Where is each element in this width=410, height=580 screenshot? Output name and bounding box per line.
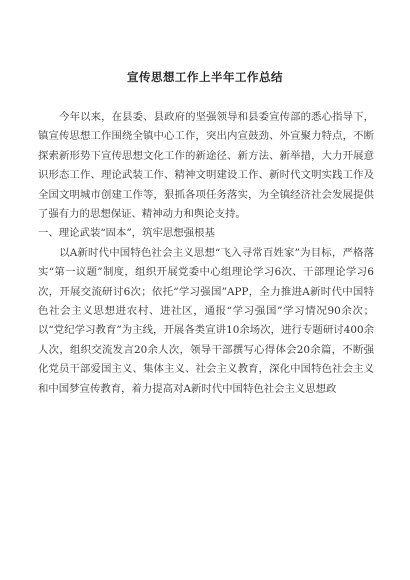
document-title: 宣传思想工作上半年工作总结 (127, 70, 283, 84)
document-body (38, 108, 374, 399)
section-heading-1 (38, 224, 374, 243)
paragraph-intro (38, 108, 374, 224)
paragraph-theory-text: 以A新时代中国特色社会主义思想“飞入寻常百姓家”为目标，严格落实“第一议题”制度，组织开展党委中心组理论学习6次、干部理论学习6次，开展交流研讨6次；依托“学习强国”APP，全力推进A新时代中国特色社会主义思想进农村、进社区，通报“学习强国”学习情况90余次；以“党纪学习教育”为主线，开展各类宣讲10余场次，进行专题研讨400余人次，组织交流发言20余人次，领导干部撰写心得体会20余篇，不断强化党员干部爱国主义、集体主义、社会主义教育，深化中国特色社会主义和中国梦宣传教育，着力提高对A新时代中国特色社会主义思想政 (38, 246, 374, 395)
paragraph-theory (38, 244, 374, 399)
paragraph-intro-text: 今年以来，在县委、县政府的坚强领导和县委宣传部的悉心指导下，镇宣传思想工作围绕全镇中心工作，突出内宣鼓劲、外宣聚力特点，不断探索新形势下宣传思想文化工作的新途径、新方法、新举措，大力开展意识形态工作、理论武装工作、精神文明建设工作、新时代文明实践工作及全国文明城市创建工作等，狠抓各项任务落实，为全镇经济社会发展提供了强有力的思想保证、精神动力和舆论支持。 (38, 111, 374, 221)
section-heading-1-text: 一、理论武装“固本”，筑牢思想强根基 (38, 227, 215, 240)
